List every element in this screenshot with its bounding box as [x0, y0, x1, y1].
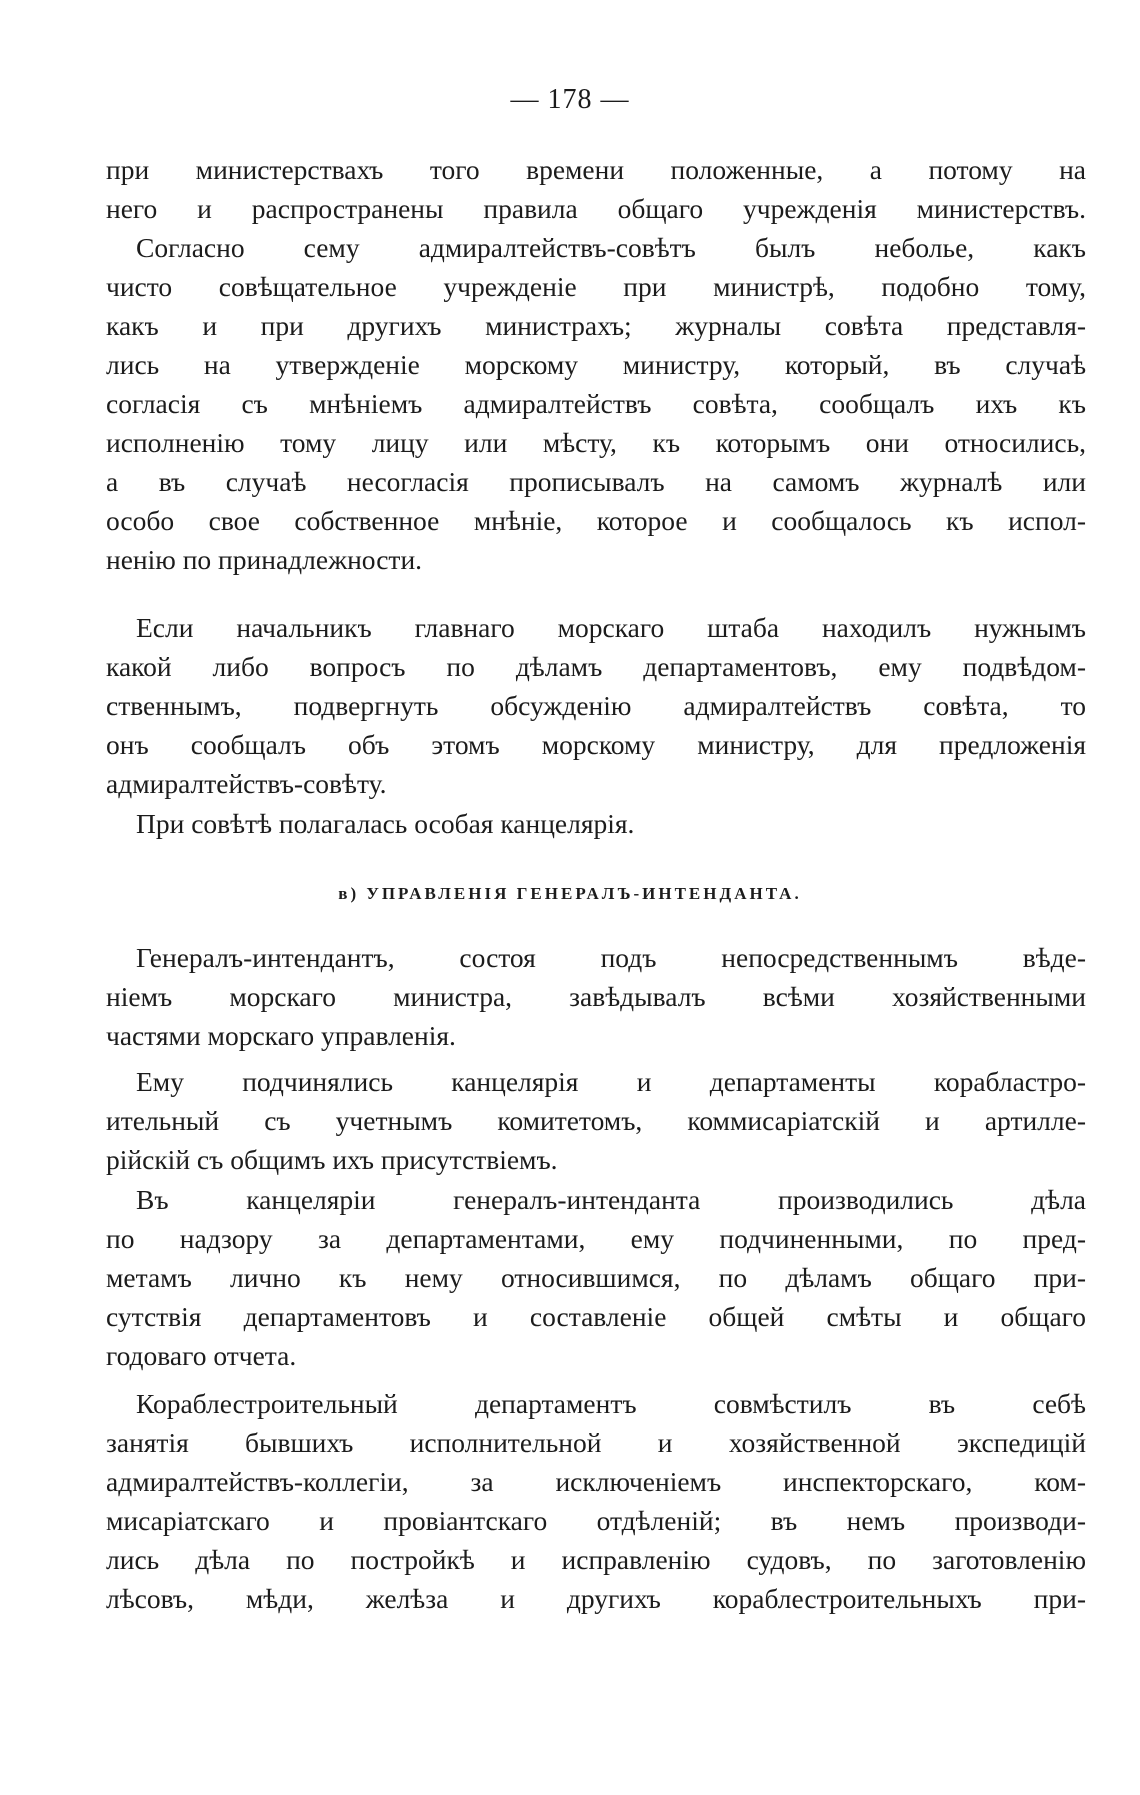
section-heading: в) УПРАВЛЕНІЯ ГЕНЕРАЛЪ-ИНТЕНДАНТА. — [338, 884, 802, 903]
text-line: Генералъ-интендантъ, состоя подъ непосредственнымъ вѣде- — [136, 942, 1086, 973]
paragraph-shipbuilding-department — [106, 1384, 1086, 1618]
text-line: Ему подчинялись канцелярія и департаменты корабластро- — [136, 1066, 1086, 1097]
text-line: согласія съ мнѣніемъ адмиралтействъ совѣта, сообщалъ ихъ къ — [106, 388, 1086, 419]
text-line: годоваго отчета. — [106, 1340, 297, 1371]
text-line: Согласно сему адмиралтействъ-совѣтъ былъ неболье, какъ — [136, 232, 1086, 263]
text-line: лѣсовъ, мѣди, желѣза и другихъ кораблестроительныхъ при- — [106, 1583, 1086, 1614]
text-line: ственнымъ, подвергнуть обсужденію адмиралтействъ совѣта, то — [106, 690, 1086, 721]
text-line: исполненію тому лицу или мѣсту, къ которымъ они относились, — [106, 427, 1086, 458]
text-line: ненію по принадлежности. — [106, 544, 423, 575]
text-line: Кораблестроительный департаментъ совмѣстилъ въ себѣ — [136, 1388, 1086, 1419]
text-line: онъ сообщалъ объ этомъ морскому министру, для предложенія — [106, 729, 1086, 760]
paragraph-intendant-chancellery — [106, 1180, 1086, 1375]
page-number: — 178 — — [510, 84, 630, 115]
text-line: ніемъ морскаго министра, завѣдывалъ всѣми хозяйственными — [106, 981, 1086, 1012]
text-line: Если начальникъ главнаго морскаго штаба находилъ нужнымъ — [136, 612, 1086, 643]
paragraph-chief-of-staff — [106, 608, 1086, 803]
text-line: какъ и при другихъ министрахъ; журналы совѣта представля- — [106, 310, 1086, 341]
text-line: лись дѣла по постройкѣ и исправленію судовъ, по заготовленію — [106, 1544, 1086, 1575]
text-line: мисаріатскаго и провіантскаго отдѣленій; въ немъ производи- — [106, 1505, 1086, 1536]
paragraph-general-intendant — [106, 938, 1086, 1055]
paragraph-continuation — [106, 150, 1086, 579]
text-line: Въ канцеляріи генералъ-интенданта производились дѣла — [136, 1184, 1086, 1215]
text-line: него и распространены правила общаго учрежденія министерствъ. — [106, 193, 1086, 224]
text-line: по надзору за департаментами, ему подчиненными, по пред- — [106, 1223, 1086, 1254]
text-line: чисто совѣщательное учрежденіе при министрѣ, подобно тому, — [106, 271, 1086, 302]
text-line: особо свое собственное мнѣніе, которое и сообщалось къ испол- — [106, 505, 1086, 536]
text-line: При совѣтѣ полагалась особая канцелярія. — [136, 808, 635, 839]
paragraph-subordinates — [106, 1062, 1086, 1179]
text-line: при министерствахъ того времени положенные, а потому на — [106, 154, 1086, 185]
text-line: адмиралтействъ-коллегіи, за исключеніемъ инспекторскаго, ком- — [106, 1466, 1086, 1497]
text-line: ительный съ учетнымъ комитетомъ, коммисаріатскій и артилле- — [106, 1105, 1086, 1136]
text-line: лись на утвержденіе морскому министру, который, въ случаѣ — [106, 349, 1086, 380]
text-line: какой либо вопросъ по дѣламъ департаментовъ, ему подвѣдом- — [106, 651, 1086, 682]
text-line: сутствія департаментовъ и составленіе общей смѣты и общаго — [106, 1301, 1086, 1332]
text-line: частями морскаго управленія. — [106, 1020, 456, 1051]
text-line: занятія бывшихъ исполнительной и хозяйственной экспедицій — [106, 1427, 1086, 1458]
text-line: а въ случаѣ несогласія прописывалъ на самомъ журналѣ или — [106, 466, 1086, 497]
text-line: рійскій съ общимъ ихъ присутствіемъ. — [106, 1144, 558, 1175]
text-line: метамъ лично къ нему относившимся, по дѣламъ общаго при- — [106, 1262, 1086, 1293]
paragraph-chancellery — [106, 804, 1086, 843]
text-line: адмиралтействъ-совѣту. — [106, 768, 387, 799]
